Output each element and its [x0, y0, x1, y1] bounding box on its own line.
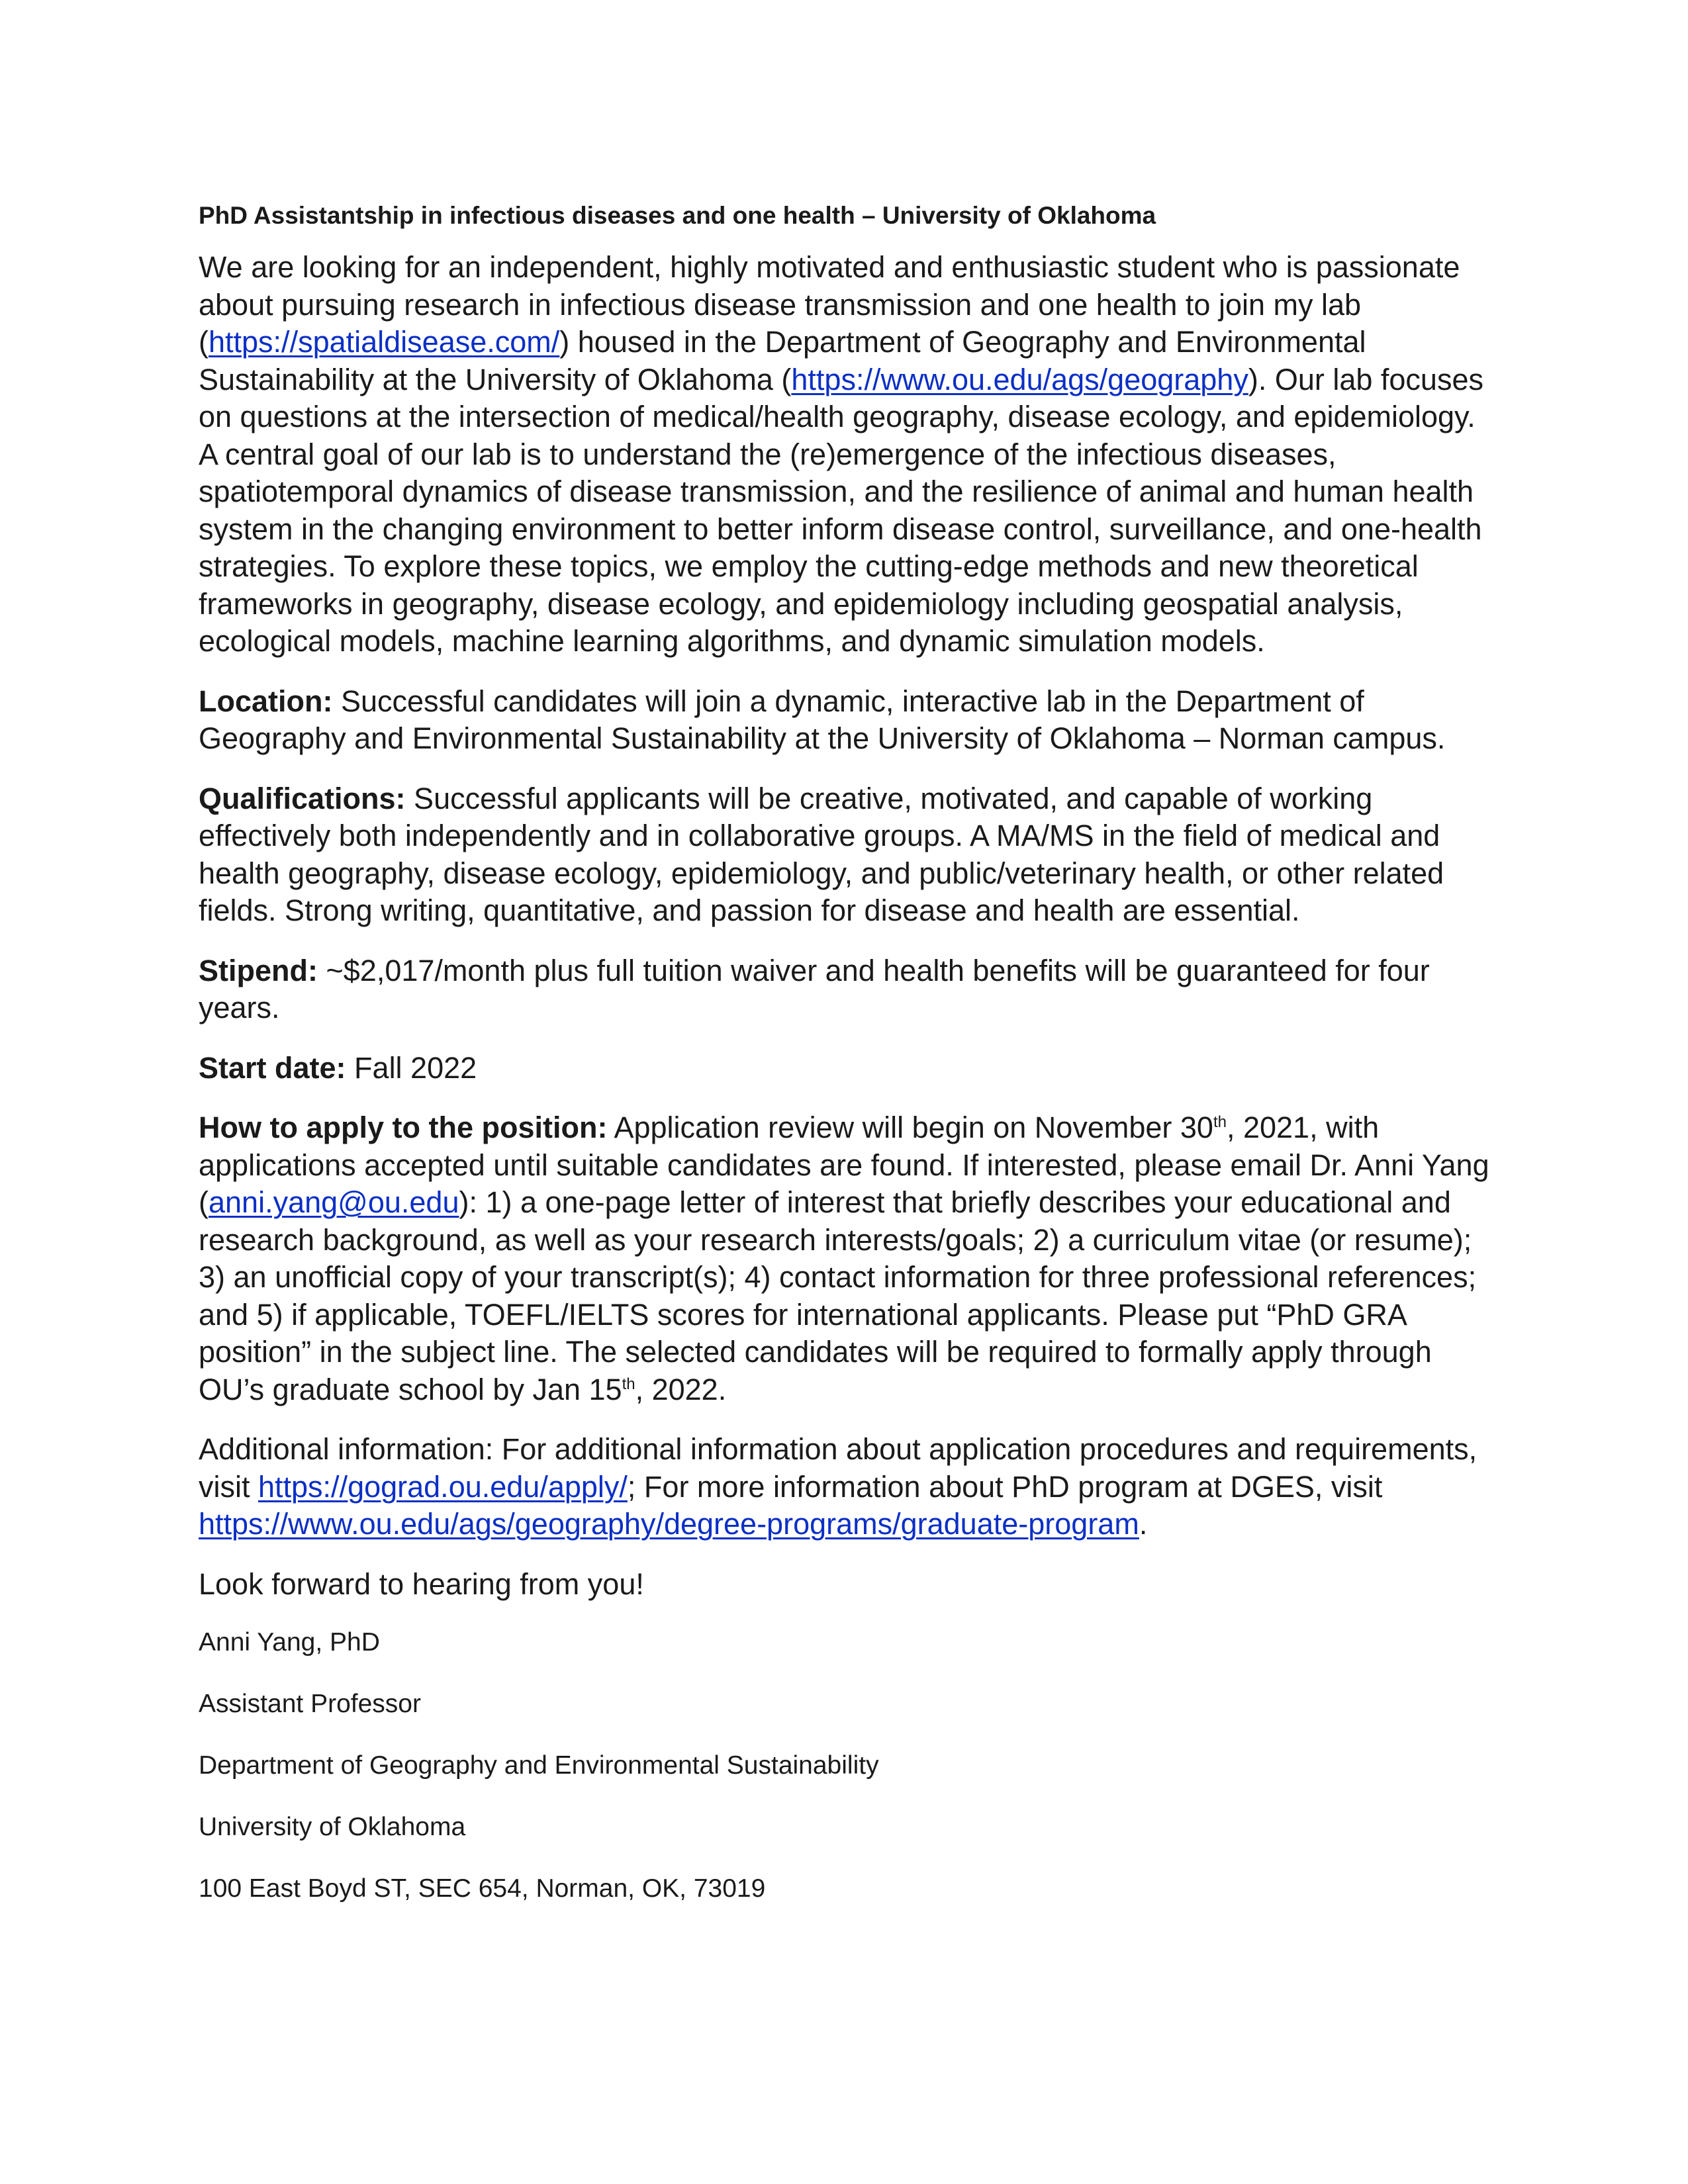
stipend-paragraph: [199, 952, 1496, 1027]
apply-text-2: , 2021, with applications accepted until suitable candidates are found. If interested, please email Dr. Anni Yang (: [199, 1111, 1489, 1219]
location-label: Location:: [199, 684, 333, 718]
closing-line: Look forward to hearing from you!: [199, 1567, 644, 1601]
contact-email-link[interactable]: anni.yang@ou.edu: [209, 1185, 459, 1219]
deadline-superscript: th: [622, 1375, 635, 1393]
stipend-text: ~$2,017/month plus full tuition waiver and health benefits will be guaranteed for four years.: [199, 953, 1430, 1024]
intro-paragraph: [199, 249, 1496, 660]
apply-text-1: Application review will begin on November 30: [607, 1111, 1213, 1144]
start-date-text: Fall 2022: [346, 1050, 477, 1085]
department-website-link[interactable]: https://www.ou.edu/ags/geography: [791, 362, 1248, 396]
location-text: Successful candidates will join a dynamic, interactive lab in the Department of Geography and Environmental Sustainability at the University of Oklahoma – Norman campus.: [199, 684, 1446, 755]
qualifications-paragraph: [199, 780, 1496, 930]
gograd-apply-link[interactable]: https://gograd.ou.edu/apply/: [258, 1469, 628, 1504]
start-date-paragraph: [199, 1050, 1496, 1087]
additional-text-2: ; For more information about PhD program at DGES, visit: [627, 1469, 1383, 1504]
signature-address: 100 East Boyd ST, SEC 654, Norman, OK, 73019: [199, 1874, 766, 1903]
apply-text-3: ): 1) a one-page letter of interest that briefly describes your educational and research background, as well as your research interests/goals; 2) a curriculum vitae (or resume); 3) an unofficial copy of your transcript(s); 4) contact information for three professional references; and 5) if applicable, TOEFL/IELTS scores for international applicants. Please put “PhD GRA position” in the subject line. The selected candidates will be required to formally apply through OU’s graduate school by Jan 15: [199, 1185, 1477, 1406]
document-page: [199, 199, 1496, 1933]
location-paragraph: [199, 683, 1496, 758]
intro-text-2: ) housed in the Department of Geography and Environmental Sustainability at the University of Oklahoma (: [199, 325, 1366, 396]
signature-university: University of Oklahoma: [199, 1813, 466, 1841]
qualifications-text: Successful applicants will be creative, motivated, and capable of working effectively both independently and in collaborative groups. A MA/MS in the field of medical and health geography, disease ecology, epidemiology, and public/veterinary health, or other related fields. Strong writing, quantitative, and passion for disease and health are essential.: [199, 781, 1444, 927]
start-date-label: Start date:: [199, 1050, 346, 1085]
document-title: PhD Assistantship in infectious diseases and one health – University of Oklahoma: [199, 202, 1156, 229]
intro-text-1: We are looking for an independent, highly motivated and enthusiastic student who is passionate about pursuing research in infectious disease transmission and one health to join my lab (: [199, 250, 1460, 359]
how-to-apply-paragraph: [199, 1109, 1496, 1408]
graduate-program-link[interactable]: https://www.ou.edu/ags/geography/degree-programs/graduate-program: [199, 1507, 1139, 1541]
additional-text-3: .: [1139, 1507, 1148, 1541]
lab-website-link[interactable]: https://spatialdisease.com/: [209, 325, 560, 359]
review-date-superscript: th: [1213, 1113, 1227, 1131]
signature-department: Department of Geography and Environmental Sustainability: [199, 1751, 879, 1780]
signature-position: Assistant Professor: [199, 1690, 421, 1718]
qualifications-label: Qualifications:: [199, 781, 406, 815]
additional-text-1: Additional information: For additional information about application procedures and requirements, visit: [199, 1432, 1477, 1504]
apply-text-4: , 2022.: [635, 1372, 727, 1406]
stipend-label: Stipend:: [199, 953, 318, 987]
how-to-apply-label: How to apply to the position:: [199, 1111, 608, 1144]
signature-name: Anni Yang, PhD: [199, 1628, 380, 1657]
additional-information-paragraph: [199, 1431, 1496, 1543]
intro-text-3: ). Our lab focuses on questions at the intersection of medical/health geography, disease ecology, and epidemiology. A central goal of our lab is to understand the (re)emergence of the infectious diseases, spatiotemporal dynamics of disease transmission, and the resilience of animal and human health system in the changing environment to better inform disease control, surveillance, and one-health strategies. To explore these topics, we employ the cutting-edge methods and new theoretical frameworks in geography, disease ecology, and epidemiology including geospatial analysis, ecological models, machine learning algorithms, and dynamic simulation models.: [199, 362, 1483, 658]
